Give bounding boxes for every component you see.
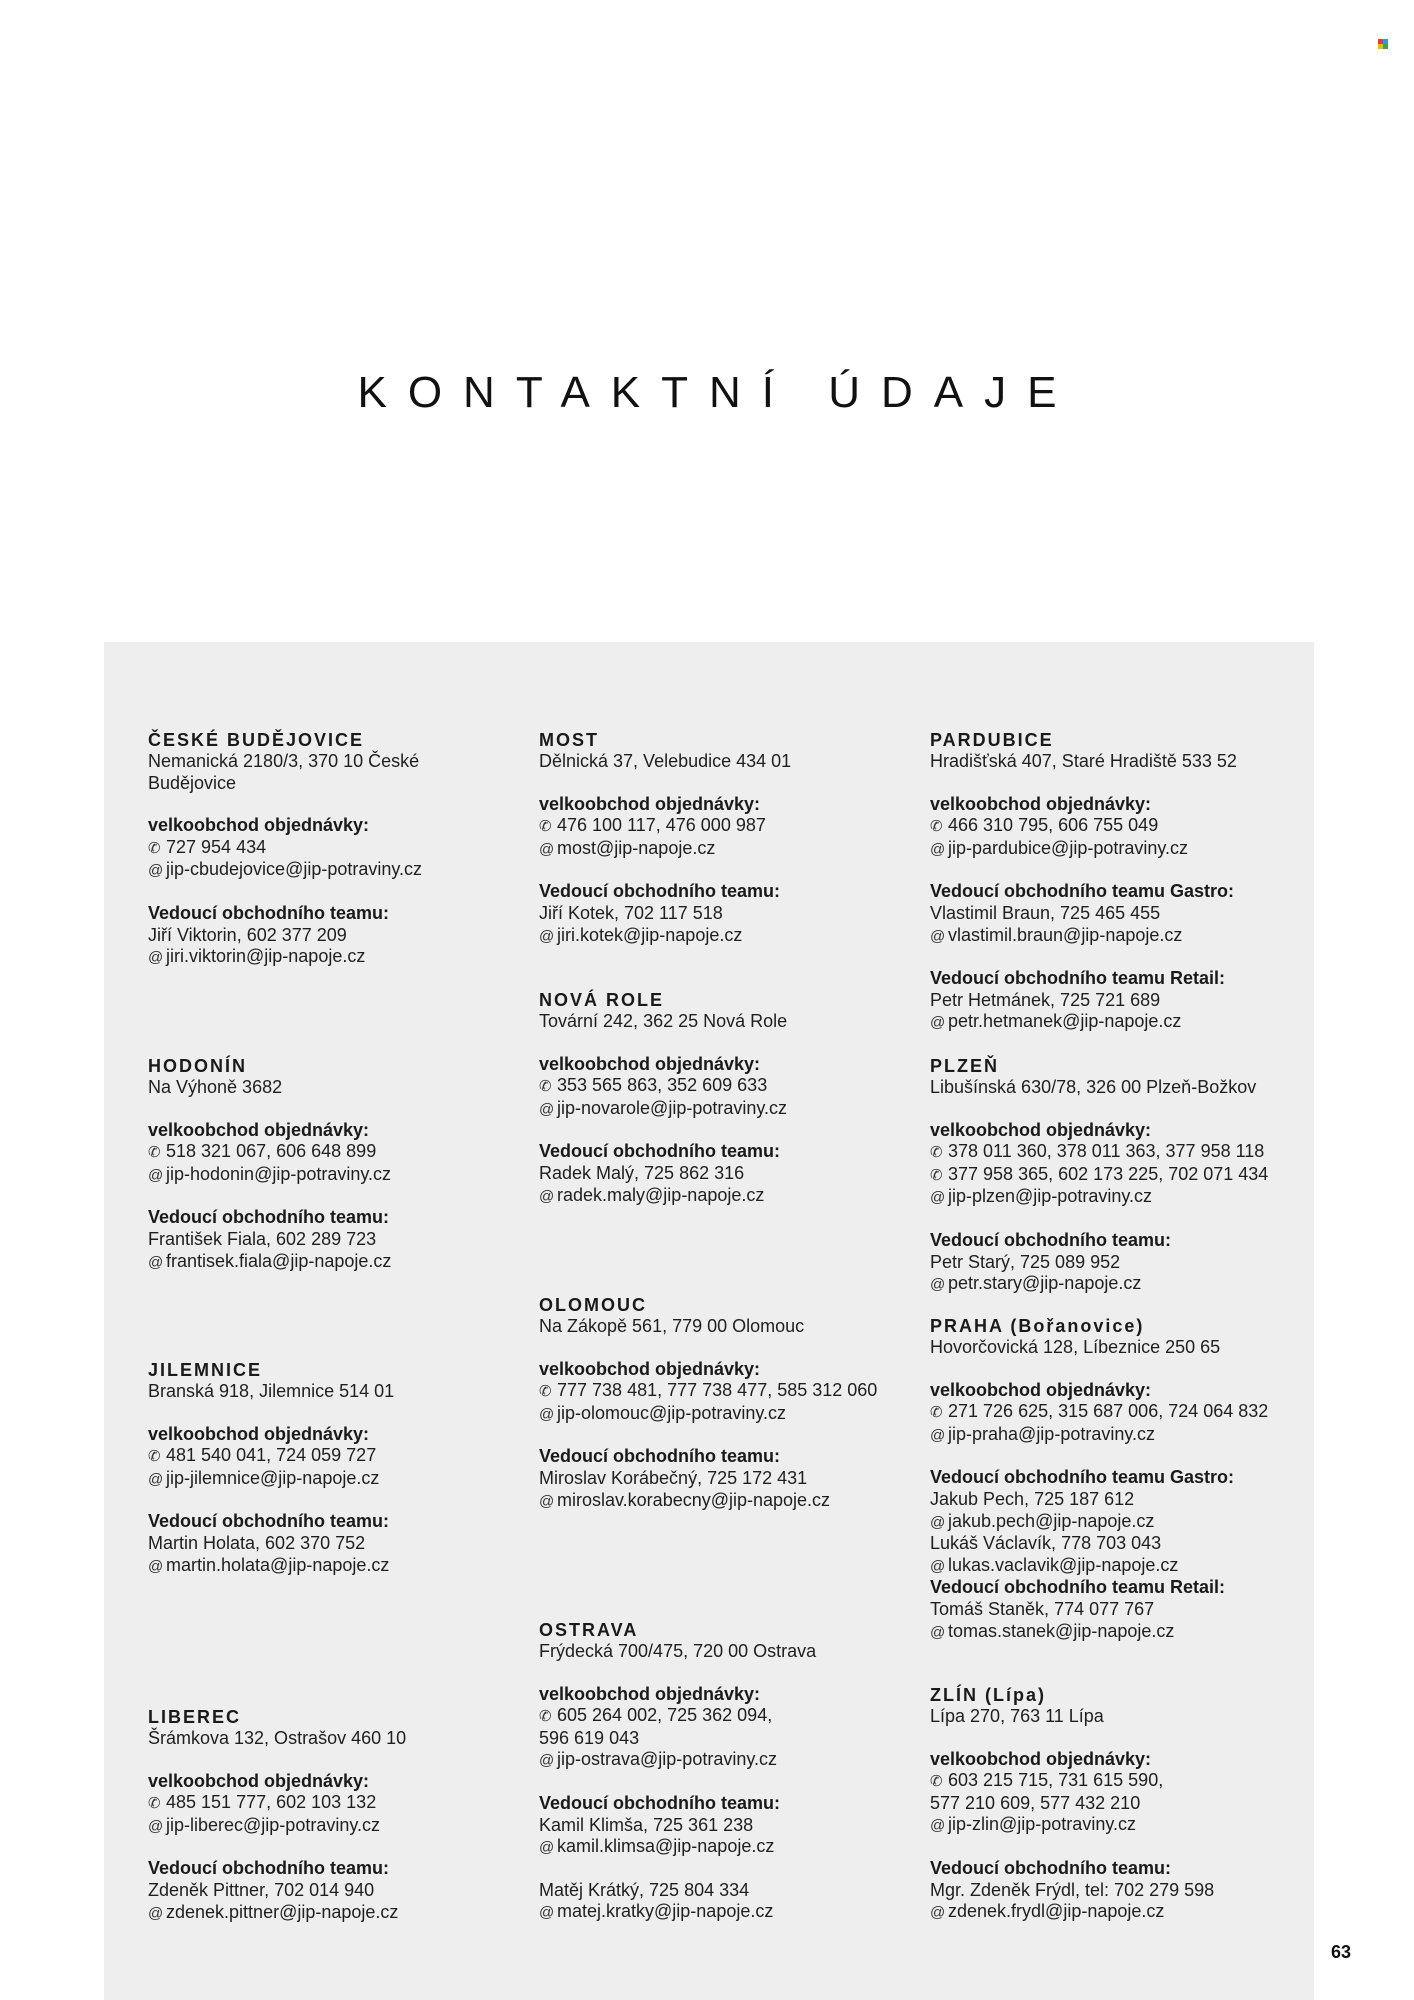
at-icon: @: [148, 1470, 164, 1488]
city-name: PLZEŇ: [930, 1056, 1000, 1076]
leader-name: Mgr. Zdeněk Frýdl, tel: 702 279 598: [930, 1879, 1215, 1900]
email-link[interactable]: jip-zlin@jip-potraviny.cz: [948, 1814, 1136, 1835]
city-name: NOVÁ ROLE: [539, 990, 665, 1010]
email-link[interactable]: lukas.vaclavik@jip-napoje.cz: [948, 1554, 1179, 1575]
phone-icon: ✆: [930, 1144, 943, 1162]
at-icon: @: [539, 840, 555, 858]
address: Lípa 270, 763 11 Lípa: [930, 1706, 1104, 1726]
at-icon: @: [539, 927, 555, 945]
leader-label: Vedoucí obchodního teamu:: [148, 1207, 390, 1228]
phone-number[interactable]: 603 215 715, 731 615 590,: [948, 1770, 1164, 1791]
phone-icon: ✆: [930, 1404, 943, 1422]
at-icon: @: [539, 1405, 555, 1423]
address: Hovorčovická 128, Líbeznice 250 65: [930, 1337, 1221, 1357]
leader-label: Vedoucí obchodního teamu:: [539, 1446, 781, 1467]
address: Frýdecká 700/475, 720 00 Ostrava: [539, 1641, 817, 1661]
at-icon: @: [539, 1904, 555, 1922]
at-icon: @: [930, 1557, 946, 1575]
at-icon: @: [148, 1817, 164, 1835]
at-icon: @: [930, 1189, 946, 1207]
leader-name: Tomáš Staněk, 774 077 767: [930, 1598, 1155, 1619]
phone-number-continued[interactable]: 596 619 043: [539, 1727, 640, 1748]
phone-number-continued[interactable]: 577 210 609, 577 432 210: [930, 1792, 1141, 1813]
city-name: HODONÍN: [148, 1056, 247, 1076]
contact-block-ceske-budejovice: [148, 730, 518, 969]
contact-block-ostrava: [539, 1620, 909, 1924]
leader-label: Vedoucí obchodního teamu:: [539, 1141, 781, 1162]
phone-icon: ✆: [539, 1708, 552, 1726]
wholesale-label: velkoobchod objednávky:: [539, 1053, 761, 1074]
email-link[interactable]: matej.kratky@jip-napoje.cz: [557, 1901, 774, 1922]
leader-label: Vedoucí obchodního teamu:: [930, 1857, 1172, 1878]
email-link[interactable]: kamil.klimsa@jip-napoje.cz: [557, 1836, 775, 1857]
email-link[interactable]: frantisek.fiala@jip-napoje.cz: [166, 1250, 392, 1271]
address: Na Výhoně 3682: [148, 1077, 283, 1097]
wholesale-label: velkoobchod objednávky:: [148, 1423, 370, 1444]
at-icon: @: [148, 1166, 164, 1184]
phone-number[interactable]: 353 565 863, 352 609 633: [557, 1075, 768, 1096]
address: Libušínská 630/78, 326 00 Plzeň-Božkov: [930, 1077, 1257, 1097]
wholesale-label: velkoobchod objednávky:: [930, 793, 1152, 814]
city-name: MOST: [539, 730, 599, 750]
email-link[interactable]: jip-liberec@jip-potraviny.cz: [166, 1814, 381, 1835]
address: Tovární 242, 362 25 Nová Role: [539, 1011, 788, 1031]
leader-name: Miroslav Korábečný, 725 172 431: [539, 1467, 808, 1488]
email-link[interactable]: jip-pardubice@jip-potraviny.cz: [948, 837, 1189, 858]
wholesale-label: velkoobchod objednávky:: [930, 1748, 1152, 1769]
email-link[interactable]: miroslav.korabecny@jip-napoje.cz: [557, 1489, 831, 1510]
phone-number[interactable]: 378 011 360, 378 011 363, 377 958 118: [948, 1141, 1265, 1162]
phone-number[interactable]: 605 264 002, 725 362 094,: [557, 1705, 773, 1726]
contact-block-olomouc: [539, 1295, 909, 1512]
address: Hradišťská 407, Staré Hradiště 533 52: [930, 751, 1237, 771]
address: Dělnická 37, Velebudice 434 01: [539, 751, 792, 771]
leader-name: Kamil Klimša, 725 361 238: [539, 1814, 754, 1835]
leader-label: Vedoucí obchodního teamu:: [930, 1229, 1172, 1250]
city-name: ČESKÉ BUDĚJOVICE: [148, 730, 365, 750]
email-link[interactable]: jip-hodonin@jip-potraviny.cz: [166, 1163, 392, 1184]
gastro-leader-label: Vedoucí obchodního teamu Gastro:: [930, 1467, 1235, 1488]
address: Nemanická 2180/3, 370 10 České Budějovice: [148, 751, 420, 793]
phone-icon: ✆: [148, 1795, 161, 1813]
wholesale-label: velkoobchod objednávky:: [539, 1358, 761, 1379]
city-name: JILEMNICE: [148, 1360, 263, 1380]
address: Šrámkova 132, Ostrašov 460 10: [148, 1728, 407, 1748]
at-icon: @: [930, 1513, 946, 1531]
contact-block-liberec: [148, 1707, 518, 1924]
email-link[interactable]: radek.maly@jip-napoje.cz: [557, 1184, 765, 1205]
leader-name: Martin Holata, 602 370 752: [148, 1532, 366, 1553]
leader-name: Matěj Krátký, 725 804 334: [539, 1879, 750, 1900]
at-icon: @: [539, 1492, 555, 1510]
at-icon: @: [539, 1839, 555, 1857]
wholesale-label: velkoobchod objednávky:: [148, 1119, 370, 1140]
retail-leader-label: Vedoucí obchodního teamu Retail:: [930, 968, 1226, 989]
phone-number[interactable]: 476 100 117, 476 000 987: [557, 815, 766, 836]
phone-icon: ✆: [930, 1166, 943, 1184]
contact-block-jilemnice: [148, 1360, 518, 1577]
city-name: PARDUBICE: [930, 730, 1054, 750]
at-icon: @: [930, 1276, 946, 1294]
leader-label: Vedoucí obchodního teamu:: [539, 1792, 781, 1813]
wholesale-label: velkoobchod objednávky:: [148, 815, 370, 836]
phone-icon: ✆: [539, 1078, 552, 1096]
phone-icon: ✆: [539, 1383, 552, 1401]
leader-name: Jakub Pech, 725 187 612: [930, 1488, 1135, 1509]
phone-number[interactable]: 377 958 365, 602 173 225, 702 071 434: [948, 1163, 1269, 1184]
contact-block-zlin: [930, 1685, 1300, 1924]
email-link[interactable]: vlastimil.braun@jip-napoje.cz: [948, 924, 1183, 945]
contact-block-hodonin: [148, 1056, 518, 1273]
address: Na Zákopě 561, 779 00 Olomouc: [539, 1316, 805, 1336]
phone-number[interactable]: 518 321 067, 606 648 899: [166, 1141, 377, 1162]
at-icon: @: [930, 1426, 946, 1444]
at-icon: @: [930, 1904, 946, 1922]
email-link[interactable]: petr.hetmanek@jip-napoje.cz: [948, 1011, 1182, 1032]
phone-number[interactable]: 271 726 625, 315 687 006, 724 064 832: [948, 1401, 1269, 1422]
phone-icon: ✆: [539, 818, 552, 836]
contact-block-plzen: [930, 1056, 1300, 1296]
leader-label: Vedoucí obchodního teamu:: [148, 1858, 390, 1879]
phone-icon: ✆: [930, 818, 943, 836]
email-link[interactable]: jip-praha@jip-potraviny.cz: [948, 1423, 1156, 1444]
city-name: OLOMOUC: [539, 1295, 647, 1315]
contact-block-pardubice: [930, 730, 1300, 1034]
phone-number[interactable]: 727 954 434: [166, 836, 267, 857]
address: Branská 918, Jilemnice 514 01: [148, 1381, 395, 1401]
contact-block-most: [539, 730, 909, 947]
at-icon: @: [148, 1253, 164, 1271]
at-icon: @: [148, 862, 164, 880]
wholesale-label: velkoobchod objednávky:: [539, 1683, 761, 1704]
email-link[interactable]: petr.stary@jip-napoje.cz: [948, 1273, 1142, 1294]
email-link[interactable]: jiri.viktorin@jip-napoje.cz: [166, 946, 366, 967]
at-icon: @: [930, 840, 946, 858]
contact-block-nova-role: [539, 990, 909, 1207]
email-link[interactable]: jip-jilemnice@jip-napoje.cz: [166, 1467, 380, 1488]
at-icon: @: [148, 1557, 164, 1575]
phone-number[interactable]: 485 151 777, 602 103 132: [166, 1792, 377, 1813]
phone-number[interactable]: 466 310 795, 606 755 049: [948, 815, 1159, 836]
email-link[interactable]: jakub.pech@jip-napoje.cz: [948, 1510, 1155, 1531]
wholesale-label: velkoobchod objednávky:: [539, 793, 761, 814]
email-link[interactable]: jiri.kotek@jip-napoje.cz: [557, 924, 743, 945]
email-link[interactable]: zdenek.pittner@jip-napoje.cz: [166, 1901, 399, 1922]
wholesale-label: velkoobchod objednávky:: [930, 1379, 1152, 1400]
retail-leader-label: Vedoucí obchodního teamu Retail:: [930, 1577, 1226, 1598]
email-link[interactable]: tomas.stanek@jip-napoje.cz: [948, 1620, 1175, 1641]
phone-icon: ✆: [148, 1144, 161, 1162]
city-name: OSTRAVA: [539, 1620, 639, 1640]
at-icon: @: [539, 1752, 555, 1770]
email-link[interactable]: martin.holata@jip-napoje.cz: [166, 1554, 390, 1575]
email-link[interactable]: jip-olomouc@jip-potraviny.cz: [557, 1402, 787, 1423]
email-link[interactable]: most@jip-napoje.cz: [557, 837, 716, 858]
phone-icon: ✆: [930, 1773, 943, 1791]
wholesale-label: velkoobchod objednávky:: [148, 1770, 370, 1791]
page-title: KONTAKTNÍ ÚDAJE: [357, 368, 1078, 417]
city-name: PRAHA (Bořanovice): [930, 1316, 1145, 1336]
at-icon: @: [930, 1817, 946, 1835]
city-name: LIBEREC: [148, 1707, 242, 1727]
leader-name: Jiří Kotek, 702 117 518: [539, 902, 723, 923]
leader-label: Vedoucí obchodního teamu:: [148, 902, 390, 923]
email-link[interactable]: jip-plzen@jip-potraviny.cz: [948, 1186, 1153, 1207]
at-icon: @: [539, 1187, 555, 1205]
at-icon: @: [148, 949, 164, 967]
email-link[interactable]: jip-novarole@jip-potraviny.cz: [557, 1097, 788, 1118]
leader-name: Petr Hetmánek, 725 721 689: [930, 989, 1161, 1010]
leader-name: Vlastimil Braun, 725 465 455: [930, 902, 1161, 923]
at-icon: @: [930, 1014, 946, 1032]
at-icon: @: [539, 1100, 555, 1118]
email-link[interactable]: zdenek.frydl@jip-napoje.cz: [948, 1901, 1165, 1922]
leader-name: František Fiala, 602 289 723: [148, 1228, 377, 1249]
email-link[interactable]: jip-ostrava@jip-potraviny.cz: [557, 1749, 778, 1770]
at-icon: @: [930, 927, 946, 945]
jip-logo: [1378, 39, 1388, 49]
email-link[interactable]: jip-cbudejovice@jip-potraviny.cz: [166, 859, 423, 880]
leader-name: Jiří Viktorin, 602 377 209: [148, 924, 347, 945]
leader-label: Vedoucí obchodního teamu:: [539, 881, 781, 902]
phone-number[interactable]: 777 738 481, 777 738 477, 585 312 060: [557, 1380, 878, 1401]
leader-label: Vedoucí obchodního teamu:: [148, 1511, 390, 1532]
phone-icon: ✆: [148, 1448, 161, 1466]
at-icon: @: [930, 1623, 946, 1641]
leader-name: Petr Starý, 725 089 952: [930, 1251, 1121, 1272]
logo-square-green: [1383, 44, 1388, 49]
leader-name: Lukáš Václavík, 778 703 043: [930, 1533, 1162, 1554]
leader-name: Zdeněk Pittner, 702 014 940: [148, 1879, 375, 1900]
wholesale-label: velkoobchod objednávky:: [930, 1119, 1152, 1140]
leader-name: Radek Malý, 725 862 316: [539, 1162, 745, 1183]
contact-block-praha: [930, 1316, 1300, 1643]
page-number: 63: [1331, 1942, 1352, 1962]
phone-icon: ✆: [148, 839, 161, 857]
city-name: ZLÍN (Lípa): [930, 1685, 1046, 1705]
at-icon: @: [148, 1904, 164, 1922]
gastro-leader-label: Vedoucí obchodního teamu Gastro:: [930, 881, 1235, 902]
phone-number[interactable]: 481 540 041, 724 059 727: [166, 1445, 377, 1466]
